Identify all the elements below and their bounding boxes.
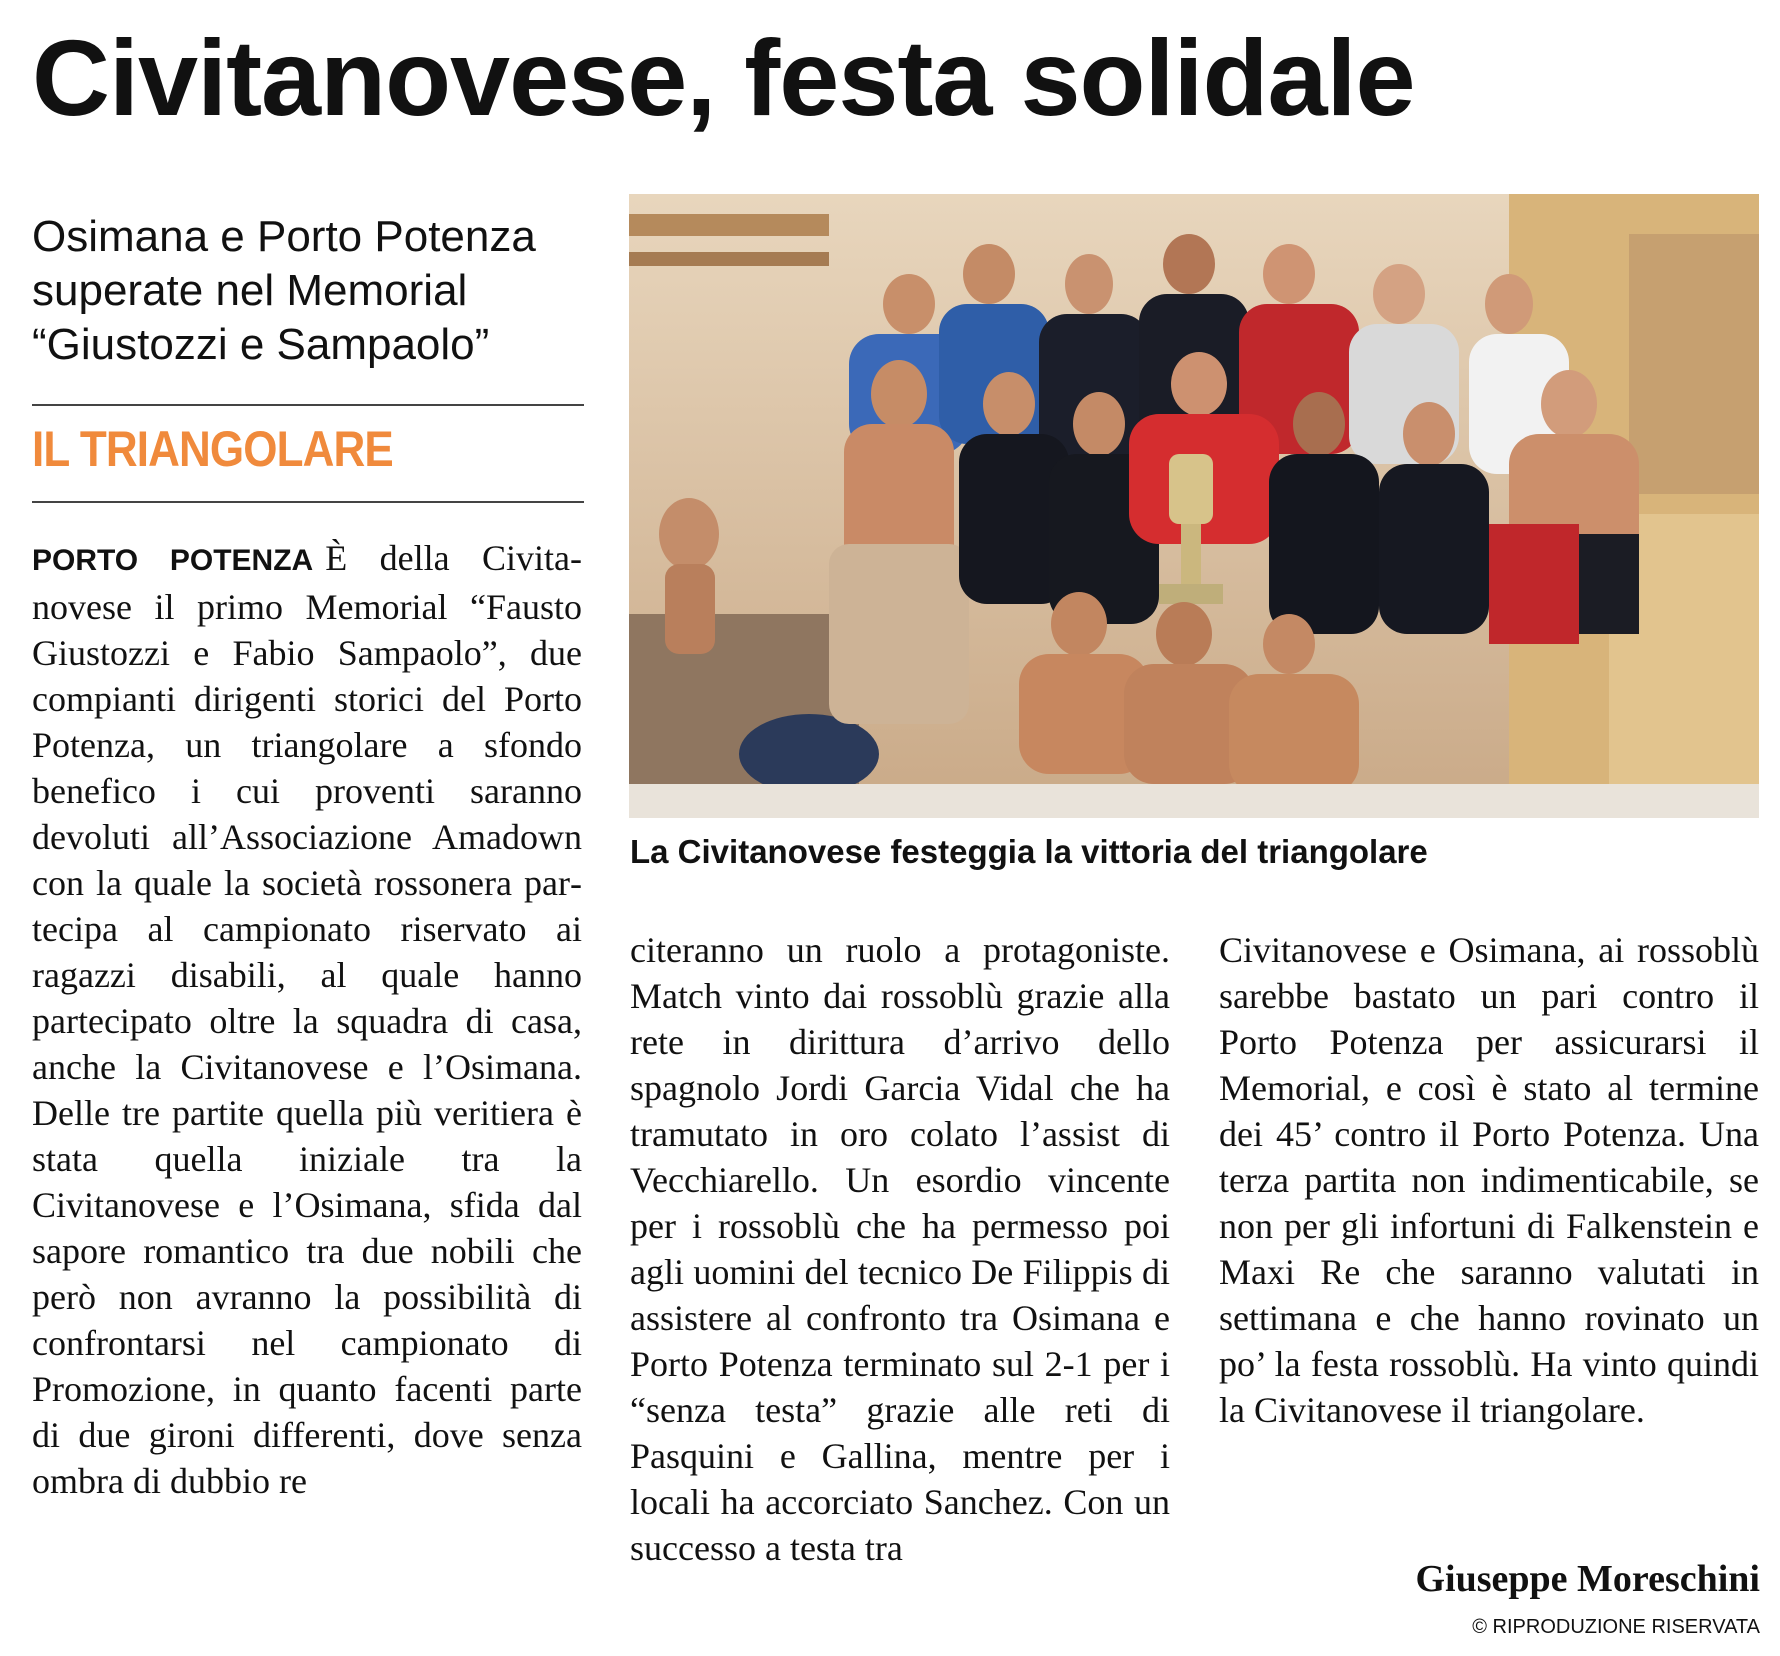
photo-caption: La Civitanovese festeggia la vittoria del triangolare xyxy=(630,833,1428,870)
section-tag: IL TRIANGOLARE xyxy=(32,421,393,477)
subheadline: Osimana e Porto Potenza superate nel Memorial “Giustozzi e Sampaolo” xyxy=(32,212,536,369)
copyright-notice: © RIPRODUZIONE RISERVATA xyxy=(1472,1616,1760,1638)
dateline: PORTO POTENZA xyxy=(32,544,314,577)
team-photo xyxy=(629,194,1759,818)
divider-bottom xyxy=(32,501,584,503)
headline: Civitanovese, festa solidale xyxy=(32,17,1415,138)
body-text-1: È della Civitanovese il primo Memorial “Fausto Giustozzi e Fabio Sampaolo”, due compianti dirigenti storici del Porto Potenza, un triangolare a sfondo benefico i cui proventi saranno devoluti all’Associazione Amadown con la quale la società rossonera partecipa al campionato riservato ai ragazzi disabili, al quale hanno partecipato oltre la squadra di casa, anche la Civitanovese e l’Osimana. Delle tre partite quella più veritiera è stata quella iniziale tra la Civitanovese e l’Osimana, sfida dal sapore romantico tra due nobili che però non avranno la possibilità di confrontarsi nel campionato di Promozione, in quanto facenti parte di due gironi differenti, dove senza ombra di dubbio re xyxy=(32,538,582,1501)
body-column-2: citeranno un ruolo a protagoniste. Match vinto dai rossoblù grazie alla rete in dirittura d’arrivo dello spagnolo Jordi Garcia Vidal che ha tramutato in oro colato l’assist di Vecchiarello. Un esordio vincente per i rossoblù che ha permesso poi agli uomini del tecnico De Filippis di assistere al confronto tra Osimana e Porto Potenza terminato sul 2-1 per i “senza testa” grazie alle reti di Pasquini e Gallina, mentre per i locali ha accorciato Sanchez. Con un successo a testa tra xyxy=(630,930,1170,1568)
divider-top xyxy=(32,404,584,406)
body-column-1 xyxy=(32,535,582,1645)
body-column-3: Civitanovese e Osimana, ai rossoblù sarebbe bastato un pari contro il Porto Potenza per assicurarsi il Memorial, e così è stato al termine dei 45’ contro il Porto Potenza. Una terza partita non indimenticabile, se non per gli infortuni di Falkenstein e Maxi Re che saranno valutati in settimana e che hanno rovinato un po’ la festa rossoblù. Ha vinto quindi la Civitanovese il triangolare. xyxy=(1219,930,1759,1430)
author-byline: Giuseppe Moreschini xyxy=(1415,1558,1760,1600)
